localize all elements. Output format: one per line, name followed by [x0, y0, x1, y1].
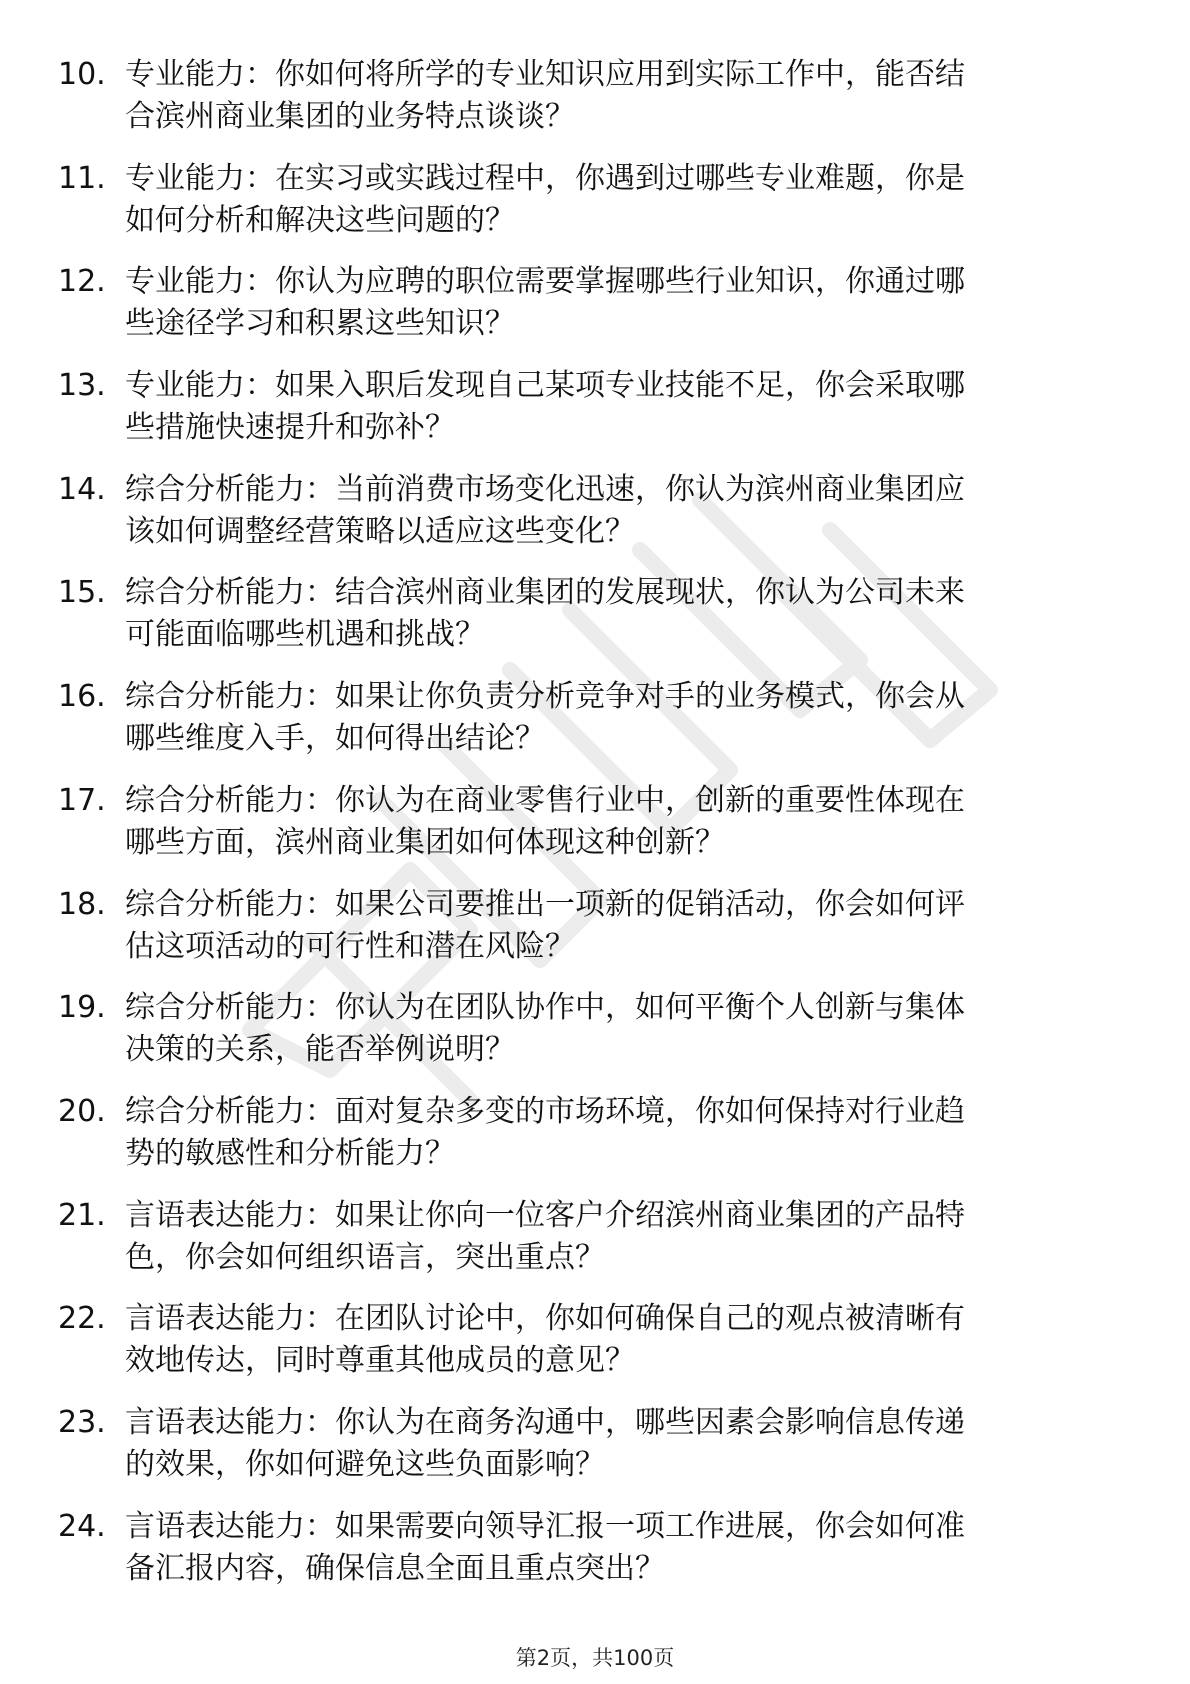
question-text-line-2: 可能面临哪些机遇和挑战？	[125, 617, 485, 653]
question-text-line-1: 言语表达能力：你认为在商务沟通中，哪些因素会影响信息传递	[125, 1404, 965, 1440]
question-item	[58, 572, 1118, 656]
question-number: 10.	[58, 57, 106, 92]
question-number: 19.	[58, 990, 106, 1026]
question-text-line-2: 哪些维度入手，如何得出结论？	[125, 721, 545, 757]
question-item	[58, 158, 1118, 242]
question-text-line-1: 专业能力：在实习或实践过程中，你遇到过哪些专业难题，你是	[125, 160, 965, 196]
question-text-line-2: 合滨州商业集团的业务特点谈谈？	[125, 99, 575, 134]
question-text-line-2: 些措施快速提升和弥补？	[125, 410, 455, 446]
question-item	[58, 884, 1118, 968]
question-text-line-2: 该如何调整经营策略以适应这些变化？	[125, 513, 635, 549]
question-number: 16.	[58, 679, 106, 715]
question-text-line-2: 些途径学习和积累这些知识？	[125, 306, 515, 342]
question-text-line-1: 专业能力：如果入职后发现自己某项专业技能不足，你会采取哪	[125, 368, 965, 404]
question-number: 18.	[58, 886, 106, 922]
question-number: 14.	[58, 471, 106, 507]
question-text-line-1: 综合分析能力：当前消费市场变化迅速，你认为滨州商业集团应	[125, 471, 965, 507]
question-text-line-1: 综合分析能力：面对复杂多变的市场环境，你如何保持对行业趋	[125, 1093, 965, 1129]
question-text-line-2: 效地传达，同时尊重其他成员的意见？	[125, 1343, 635, 1379]
question-text-line-2: 势的敏感性和分析能力？	[125, 1135, 455, 1171]
question-text-line-1: 言语表达能力：如果需要向领导汇报一项工作进展，你会如何准	[125, 1508, 965, 1544]
question-item	[58, 1506, 1118, 1590]
question-list	[58, 54, 1118, 1609]
question-text-line-1: 综合分析能力：你认为在商业零售行业中，创新的重要性体现在	[125, 782, 965, 818]
question-text-line-2: 估这项活动的可行性和潜在风险？	[125, 928, 575, 964]
question-number: 24.	[58, 1508, 106, 1544]
question-item	[58, 1195, 1118, 1279]
question-number: 12.	[58, 264, 106, 300]
question-number: 21.	[58, 1197, 106, 1233]
question-text-line-1: 言语表达能力：在团队讨论中，你如何确保自己的观点被清晰有	[125, 1301, 965, 1337]
question-item	[58, 54, 1118, 138]
question-number: 17.	[58, 782, 106, 818]
question-text-line-1: 专业能力：你认为应聘的职位需要掌握哪些行业知识，你通过哪	[125, 264, 965, 300]
question-number: 20.	[58, 1093, 106, 1129]
question-number: 15.	[58, 575, 106, 611]
question-text-line-1: 综合分析能力：如果公司要推出一项新的促销活动，你会如何评	[125, 886, 965, 922]
question-item	[58, 365, 1118, 449]
question-item	[58, 780, 1118, 864]
question-text-line-1: 综合分析能力：你认为在团队协作中，如何平衡个人创新与集体	[125, 990, 965, 1026]
question-text-line-1: 综合分析能力：结合滨州商业集团的发展现状，你认为公司未来	[125, 575, 965, 611]
question-item	[58, 261, 1118, 345]
question-number: 11.	[58, 160, 106, 196]
question-text-line-1: 专业能力：你如何将所学的专业知识应用到实际工作中，能否结	[125, 57, 965, 92]
question-item	[58, 469, 1118, 553]
question-text-line-2: 如何分析和解决这些问题的？	[125, 202, 515, 238]
question-text-line-2: 色，你会如何组织语言，突出重点？	[125, 1239, 605, 1275]
question-number: 13.	[58, 368, 106, 404]
question-text-line-2: 的效果，你如何避免这些负面影响？	[125, 1446, 605, 1482]
question-text-line-2: 哪些方面，滨州商业集团如何体现这种创新？	[125, 824, 725, 860]
question-item	[58, 987, 1118, 1071]
question-text-line-2: 决策的关系，能否举例说明？	[125, 1032, 515, 1068]
question-item	[58, 676, 1118, 760]
question-number: 22.	[58, 1301, 106, 1337]
question-text-line-2: 备汇报内容，确保信息全面且重点突出？	[125, 1550, 665, 1586]
question-item	[58, 1091, 1118, 1175]
question-text-line-1: 言语表达能力：如果让你向一位客户介绍滨州商业集团的产品特	[125, 1197, 965, 1233]
page-footer: 第2页，共100页	[515, 1646, 675, 1670]
question-item	[58, 1402, 1118, 1486]
question-text-line-1: 综合分析能力：如果让你负责分析竞争对手的业务模式，你会从	[125, 679, 965, 715]
question-number: 23.	[58, 1404, 106, 1440]
question-item	[58, 1298, 1118, 1382]
